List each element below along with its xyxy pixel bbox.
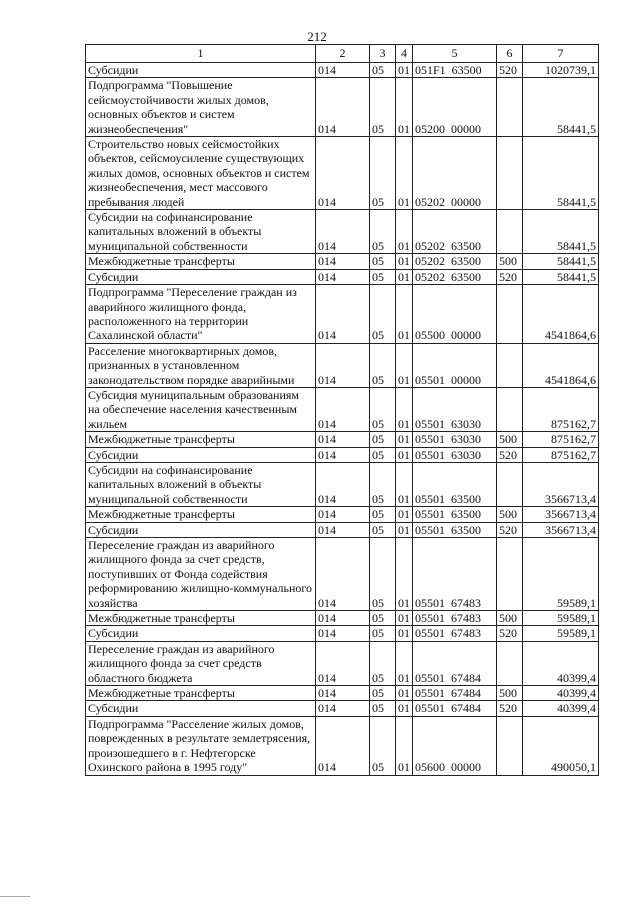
cell-target-code: 05501 67484: [413, 686, 497, 701]
cell-target-code: 05202 63500: [413, 269, 497, 284]
cell-target-code: 05501 63030: [413, 447, 497, 462]
table-row: [86, 285, 599, 344]
cell-ministry-code: 014: [316, 701, 370, 716]
cell-subsection: 01: [396, 447, 413, 462]
page-number: 212: [307, 29, 327, 44]
cell-amount: 40399,4: [523, 686, 599, 701]
cell-target-code: 05501 63030: [413, 387, 497, 431]
header-col-6: 6: [497, 45, 523, 63]
header-col-1: 1: [86, 45, 316, 63]
cell-subsection: 01: [396, 626, 413, 641]
cell-section: 05: [370, 611, 396, 626]
cell-subsection: 01: [396, 522, 413, 537]
cell-section: 05: [370, 343, 396, 387]
cell-amount: 58441,5: [523, 78, 599, 137]
cell-expense-type: 500: [497, 507, 523, 522]
table-row: [86, 522, 599, 537]
cell-name: Субсидии: [86, 626, 316, 641]
table-row: [86, 210, 599, 254]
cell-name: Субсидии: [86, 269, 316, 284]
cell-ministry-code: 014: [316, 210, 370, 254]
cell-target-code: 05501 63500: [413, 462, 497, 506]
cell-ministry-code: 014: [316, 522, 370, 537]
cell-expense-type: 500: [497, 686, 523, 701]
cell-ministry-code: 014: [316, 611, 370, 626]
cell-subsection: 01: [396, 63, 413, 78]
cell-ministry-code: 014: [316, 538, 370, 611]
cell-subsection: 01: [396, 269, 413, 284]
table-row: [86, 462, 599, 506]
cell-name: Субсидии: [86, 63, 316, 78]
cell-expense-type: 520: [497, 701, 523, 716]
cell-subsection: 01: [396, 507, 413, 522]
cell-expense-type: 520: [497, 269, 523, 284]
cell-subsection: 01: [396, 285, 413, 344]
cell-section: 05: [370, 447, 396, 462]
cell-amount: 3566713,4: [523, 462, 599, 506]
cell-expense-type: [497, 78, 523, 137]
cell-subsection: 01: [396, 716, 413, 775]
cell-amount: 40399,4: [523, 641, 599, 685]
cell-expense-type: [497, 387, 523, 431]
cell-amount: 59589,1: [523, 626, 599, 641]
header-col-7: 7: [523, 45, 599, 63]
cell-ministry-code: 014: [316, 343, 370, 387]
cell-subsection: 01: [396, 78, 413, 137]
table-row: [86, 343, 599, 387]
page-margin-rule: [0, 896, 30, 897]
cell-section: 05: [370, 538, 396, 611]
cell-amount: 58441,5: [523, 269, 599, 284]
cell-name: Межбюджетные трансферты: [86, 254, 316, 269]
cell-ministry-code: 014: [316, 63, 370, 78]
cell-target-code: 05501 67483: [413, 538, 497, 611]
table-row: [86, 701, 599, 716]
cell-ministry-code: 014: [316, 507, 370, 522]
cell-ministry-code: 014: [316, 686, 370, 701]
cell-subsection: 01: [396, 137, 413, 210]
cell-subsection: 01: [396, 387, 413, 431]
cell-target-code: 05600 00000: [413, 716, 497, 775]
cell-target-code: 05500 00000: [413, 285, 497, 344]
cell-section: 05: [370, 522, 396, 537]
cell-ministry-code: 014: [316, 269, 370, 284]
table-header: [86, 45, 599, 63]
cell-name: Подпрограмма "Повышение сейсмоустойчивости жилых домов, основных объектов и систем жизнеобеспечения": [86, 78, 316, 137]
cell-ministry-code: 014: [316, 447, 370, 462]
cell-target-code: 05501 63030: [413, 432, 497, 447]
cell-subsection: 01: [396, 343, 413, 387]
header-col-5: 5: [413, 45, 497, 63]
cell-subsection: 01: [396, 432, 413, 447]
cell-ministry-code: 014: [316, 254, 370, 269]
cell-subsection: 01: [396, 611, 413, 626]
cell-subsection: 01: [396, 210, 413, 254]
cell-ministry-code: 014: [316, 432, 370, 447]
cell-expense-type: 500: [497, 432, 523, 447]
cell-amount: 4541864,6: [523, 343, 599, 387]
cell-ministry-code: 014: [316, 387, 370, 431]
cell-expense-type: 520: [497, 626, 523, 641]
cell-section: 05: [370, 137, 396, 210]
cell-section: 05: [370, 269, 396, 284]
cell-subsection: 01: [396, 254, 413, 269]
cell-ministry-code: 014: [316, 716, 370, 775]
cell-amount: 58441,5: [523, 210, 599, 254]
table-row: [86, 686, 599, 701]
cell-ministry-code: 014: [316, 137, 370, 210]
cell-name: Подпрограмма "Переселение граждан из аварийного жилищного фонда, расположенного на территории Сахалинской области": [86, 285, 316, 344]
cell-name: Субсидии на софинансирование капитальных вложений в объекты муниципальной собственности: [86, 210, 316, 254]
table-body: [86, 63, 599, 776]
cell-subsection: 01: [396, 538, 413, 611]
cell-amount: 58441,5: [523, 254, 599, 269]
cell-name: Межбюджетные трансферты: [86, 611, 316, 626]
cell-expense-type: [497, 285, 523, 344]
cell-expense-type: 520: [497, 522, 523, 537]
cell-name: Субсидия муниципальным образованиям на обеспечение населения качественным жильем: [86, 387, 316, 431]
cell-amount: 490050,1: [523, 716, 599, 775]
cell-target-code: 05501 67484: [413, 641, 497, 685]
header-col-4: 4: [396, 45, 413, 63]
cell-name: Субсидии: [86, 522, 316, 537]
cell-expense-type: 500: [497, 254, 523, 269]
cell-ministry-code: 014: [316, 626, 370, 641]
cell-subsection: 01: [396, 701, 413, 716]
cell-section: 05: [370, 626, 396, 641]
cell-target-code: 051F1 63500: [413, 63, 497, 78]
cell-amount: 4541864,6: [523, 285, 599, 344]
table-row: [86, 538, 599, 611]
cell-name: Подпрограмма "Расселение жилых домов, поврежденных в результате землетрясения, произошедшего в г. Нефтегорске Охинского района в 1995 году": [86, 716, 316, 775]
table-row: [86, 641, 599, 685]
cell-target-code: 05501 67483: [413, 611, 497, 626]
cell-amount: 3566713,4: [523, 522, 599, 537]
cell-name: Межбюджетные трансферты: [86, 432, 316, 447]
cell-name: Переселение граждан из аварийного жилищного фонда за счет средств областного бюджета: [86, 641, 316, 685]
budget-table: [85, 44, 599, 776]
cell-section: 05: [370, 716, 396, 775]
cell-name: Субсидии: [86, 447, 316, 462]
header-row: [86, 45, 599, 63]
cell-target-code: 05202 63500: [413, 210, 497, 254]
table-row: [86, 254, 599, 269]
cell-expense-type: [497, 137, 523, 210]
cell-target-code: 05501 67483: [413, 626, 497, 641]
cell-ministry-code: 014: [316, 641, 370, 685]
cell-amount: 59589,1: [523, 611, 599, 626]
cell-subsection: 01: [396, 686, 413, 701]
cell-ministry-code: 014: [316, 78, 370, 137]
cell-section: 05: [370, 78, 396, 137]
cell-expense-type: 520: [497, 63, 523, 78]
cell-expense-type: [497, 716, 523, 775]
cell-amount: 3566713,4: [523, 507, 599, 522]
cell-target-code: 05501 00000: [413, 343, 497, 387]
cell-target-code: 05202 63500: [413, 254, 497, 269]
table-row: [86, 78, 599, 137]
cell-target-code: 05501 67484: [413, 701, 497, 716]
cell-name: Межбюджетные трансферты: [86, 507, 316, 522]
cell-amount: 875162,7: [523, 387, 599, 431]
cell-section: 05: [370, 701, 396, 716]
cell-section: 05: [370, 641, 396, 685]
cell-section: 05: [370, 686, 396, 701]
table-row: [86, 269, 599, 284]
cell-section: 05: [370, 210, 396, 254]
cell-name: Субсидии на софинансирование капитальных вложений в объекты муниципальной собственности: [86, 462, 316, 506]
cell-amount: 875162,7: [523, 432, 599, 447]
cell-section: 05: [370, 285, 396, 344]
cell-ministry-code: 014: [316, 462, 370, 506]
table-row: [86, 63, 599, 78]
table-row: [86, 387, 599, 431]
table-row: [86, 611, 599, 626]
table-row: [86, 507, 599, 522]
cell-subsection: 01: [396, 641, 413, 685]
cell-name: Субсидии: [86, 701, 316, 716]
cell-amount: 1020739,1: [523, 63, 599, 78]
cell-expense-type: 500: [497, 611, 523, 626]
table-row: [86, 626, 599, 641]
cell-expense-type: 520: [497, 447, 523, 462]
cell-name: Межбюджетные трансферты: [86, 686, 316, 701]
cell-name: Переселение граждан из аварийного жилищного фонда за счет средств, поступивших от Фонда содействия реформированию жилищно-коммунального хозяйства: [86, 538, 316, 611]
cell-section: 05: [370, 507, 396, 522]
cell-section: 05: [370, 462, 396, 506]
cell-expense-type: [497, 462, 523, 506]
cell-section: 05: [370, 63, 396, 78]
cell-ministry-code: 014: [316, 285, 370, 344]
cell-section: 05: [370, 432, 396, 447]
cell-amount: 40399,4: [523, 701, 599, 716]
table-row: [86, 432, 599, 447]
cell-target-code: 05501 63500: [413, 507, 497, 522]
cell-target-code: 05202 00000: [413, 137, 497, 210]
cell-expense-type: [497, 343, 523, 387]
header-col-2: 2: [316, 45, 370, 63]
header-col-3: 3: [370, 45, 396, 63]
table-row: [86, 716, 599, 775]
cell-section: 05: [370, 387, 396, 431]
table-row: [86, 447, 599, 462]
cell-expense-type: [497, 538, 523, 611]
cell-subsection: 01: [396, 462, 413, 506]
cell-amount: 58441,5: [523, 137, 599, 210]
cell-name: Расселение многоквартирных домов, признанных в установленном законодательством порядке аварийными: [86, 343, 316, 387]
cell-amount: 59589,1: [523, 538, 599, 611]
cell-name: Строительство новых сейсмостойких объектов, сейсмоусиление существующих жилых домов, основных объектов и систем жизнеобеспечения, мест массового пребывания людей: [86, 137, 316, 210]
cell-amount: 875162,7: [523, 447, 599, 462]
cell-expense-type: [497, 210, 523, 254]
table-row: [86, 137, 599, 210]
cell-expense-type: [497, 641, 523, 685]
cell-target-code: 05200 00000: [413, 78, 497, 137]
cell-target-code: 05501 63500: [413, 522, 497, 537]
cell-section: 05: [370, 254, 396, 269]
